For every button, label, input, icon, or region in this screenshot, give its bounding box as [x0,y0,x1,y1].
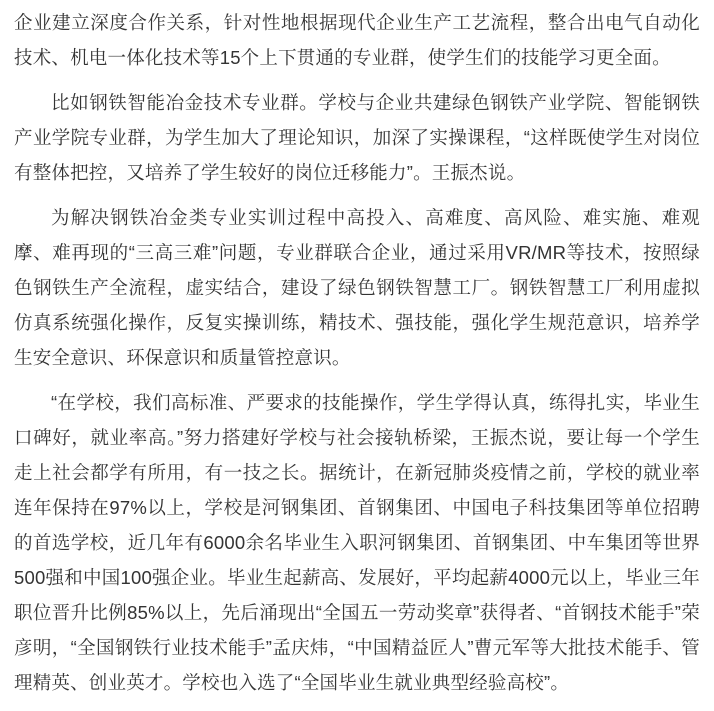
paragraph: 比如钢铁智能冶金技术专业群。学校与企业共建绿色钢铁产业学院、智能钢铁产业学院专业群，为学生加大了理论知识，加深了实操课程，“这样既使学生对岗位有整体把控，又培养了学生较好的岗位迁移能力”。王振杰说。 [14,92,700,183]
article-body [14,5,700,700]
paragraph: 企业建立深度合作关系，针对性地根据现代企业生产工艺流程，整合出电气自动化技术、机电一体化技术等15个上下贯通的专业群，使学生们的技能学习更全面。 [14,12,700,68]
paragraph: 为解决钢铁冶金类专业实训过程中高投入、高难度、高风险、难实施、难观摩、难再现的“三高三难”问题，专业群联合企业，通过采用VR/MR等技术，按照绿色钢铁生产全流程，虚实结合，建设了绿色钢铁智慧工厂。钢铁智慧工厂利用虚拟仿真系统强化操作，反复实操训练，精技术、强技能，强化学生规范意识，培养学生安全意识、环保意识和质量管控意识。 [14,207,700,368]
paragraph: “在学校，我们高标准、严要求的技能操作，学生学得认真，练得扎实，毕业生口碑好，就业率高。”努力搭建好学校与社会接轨桥梁，王振杰说，要让每一个学生走上社会都学有所用，有一技之长。据统计，在新冠肺炎疫情之前，学校的就业率连年保持在97%以上，学校是河钢集团、首钢集团、中国电子科技集团等单位招聘的首选学校，近几年有6000余名毕业生入职河钢集团、首钢集团、中车集团等世界500强和中国100强企业。毕业生起薪高、发展好，平均起薪4000元以上，毕业三年职位晋升比例85%以上，先后涌现出“全国五一劳动奖章”获得者、“首钢技术能手”荣彦明，“全国钢铁行业技术能手”孟庆炜，“中国精益匠人”曹元军等大批技术能手、管理精英、创业英才。学校也入选了“全国毕业生就业典型经验高校”。 [14,392,700,693]
